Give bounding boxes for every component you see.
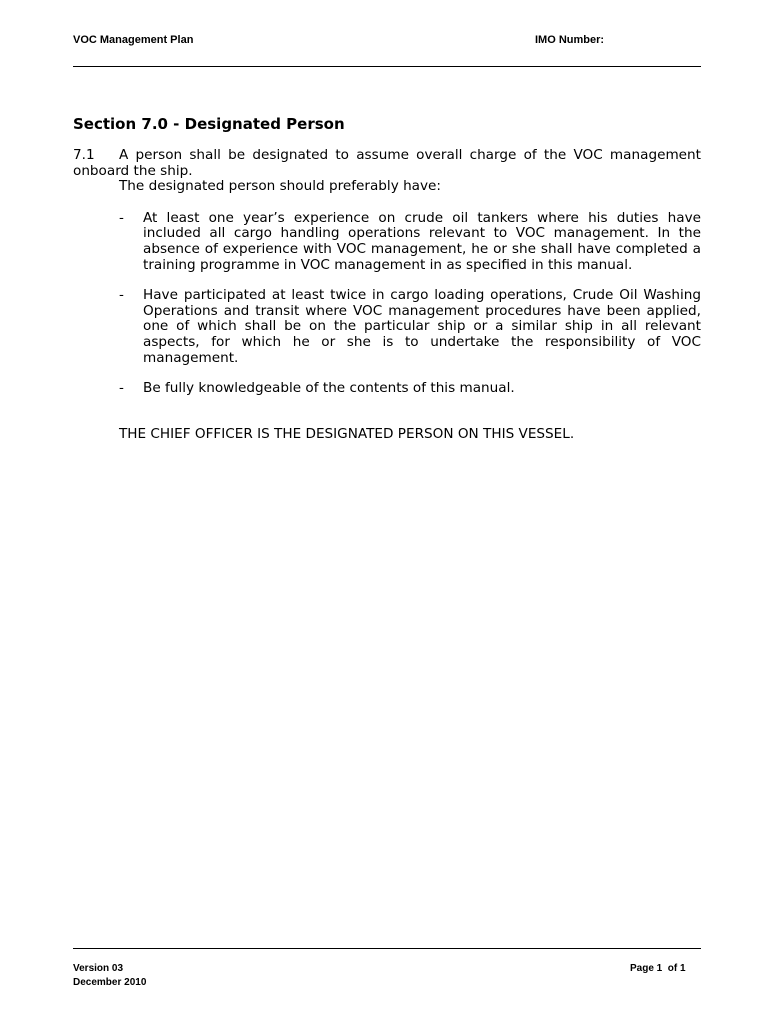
section-heading: Section 7.0 - Designated Person <box>73 115 345 133</box>
header-divider <box>73 66 701 67</box>
page-number: Page 1 of 1 <box>630 963 686 974</box>
footer-info <box>73 962 146 990</box>
page-body <box>73 114 701 442</box>
list-item-text: Be fully knowledgeable of the contents of this manual. <box>143 380 515 397</box>
list-item <box>73 288 701 366</box>
date-label: December 2010 <box>73 977 147 988</box>
bullet-marker: - <box>119 209 124 226</box>
bullet-marker: - <box>119 287 124 304</box>
version-label: Version 03 <box>73 963 124 974</box>
list-item-text: Have participated at least twice in cargo loading operations, Crude Oil Washing Operations and transit where VOC management procedures have been applied, one of which shall be on the particular ship or a similar ship in all relevant aspects, for which he or she is to undertake the responsibility of VOC management. <box>143 287 701 366</box>
footer-divider <box>73 948 701 949</box>
paragraph-number: 7.1 <box>73 147 95 163</box>
imo-number-label: IMO Number: <box>535 34 605 46</box>
closing-statement: THE CHIEF OFFICER IS THE DESIGNATED PERSON ON THIS VESSEL. <box>119 425 575 442</box>
paragraph-text: A person shall be designated to assume overall charge of the VOC management onboard the ship. <box>73 147 701 179</box>
list-item-text: At least one year’s experience on crude oil tankers where his duties have included all cargo handling operations relevant to VOC management. In the absence of experience with VOC management, he or she shall have completed a training programme in VOC management in as specified in this manual. <box>143 209 701 273</box>
list-item <box>73 211 701 273</box>
list-item <box>73 381 701 397</box>
page-header <box>73 34 701 50</box>
paragraph-7-1 <box>73 148 701 179</box>
bullet-marker: - <box>119 380 124 397</box>
intro-text: The designated person should preferably have: <box>119 178 442 195</box>
document-title: VOC Management Plan <box>73 34 194 46</box>
